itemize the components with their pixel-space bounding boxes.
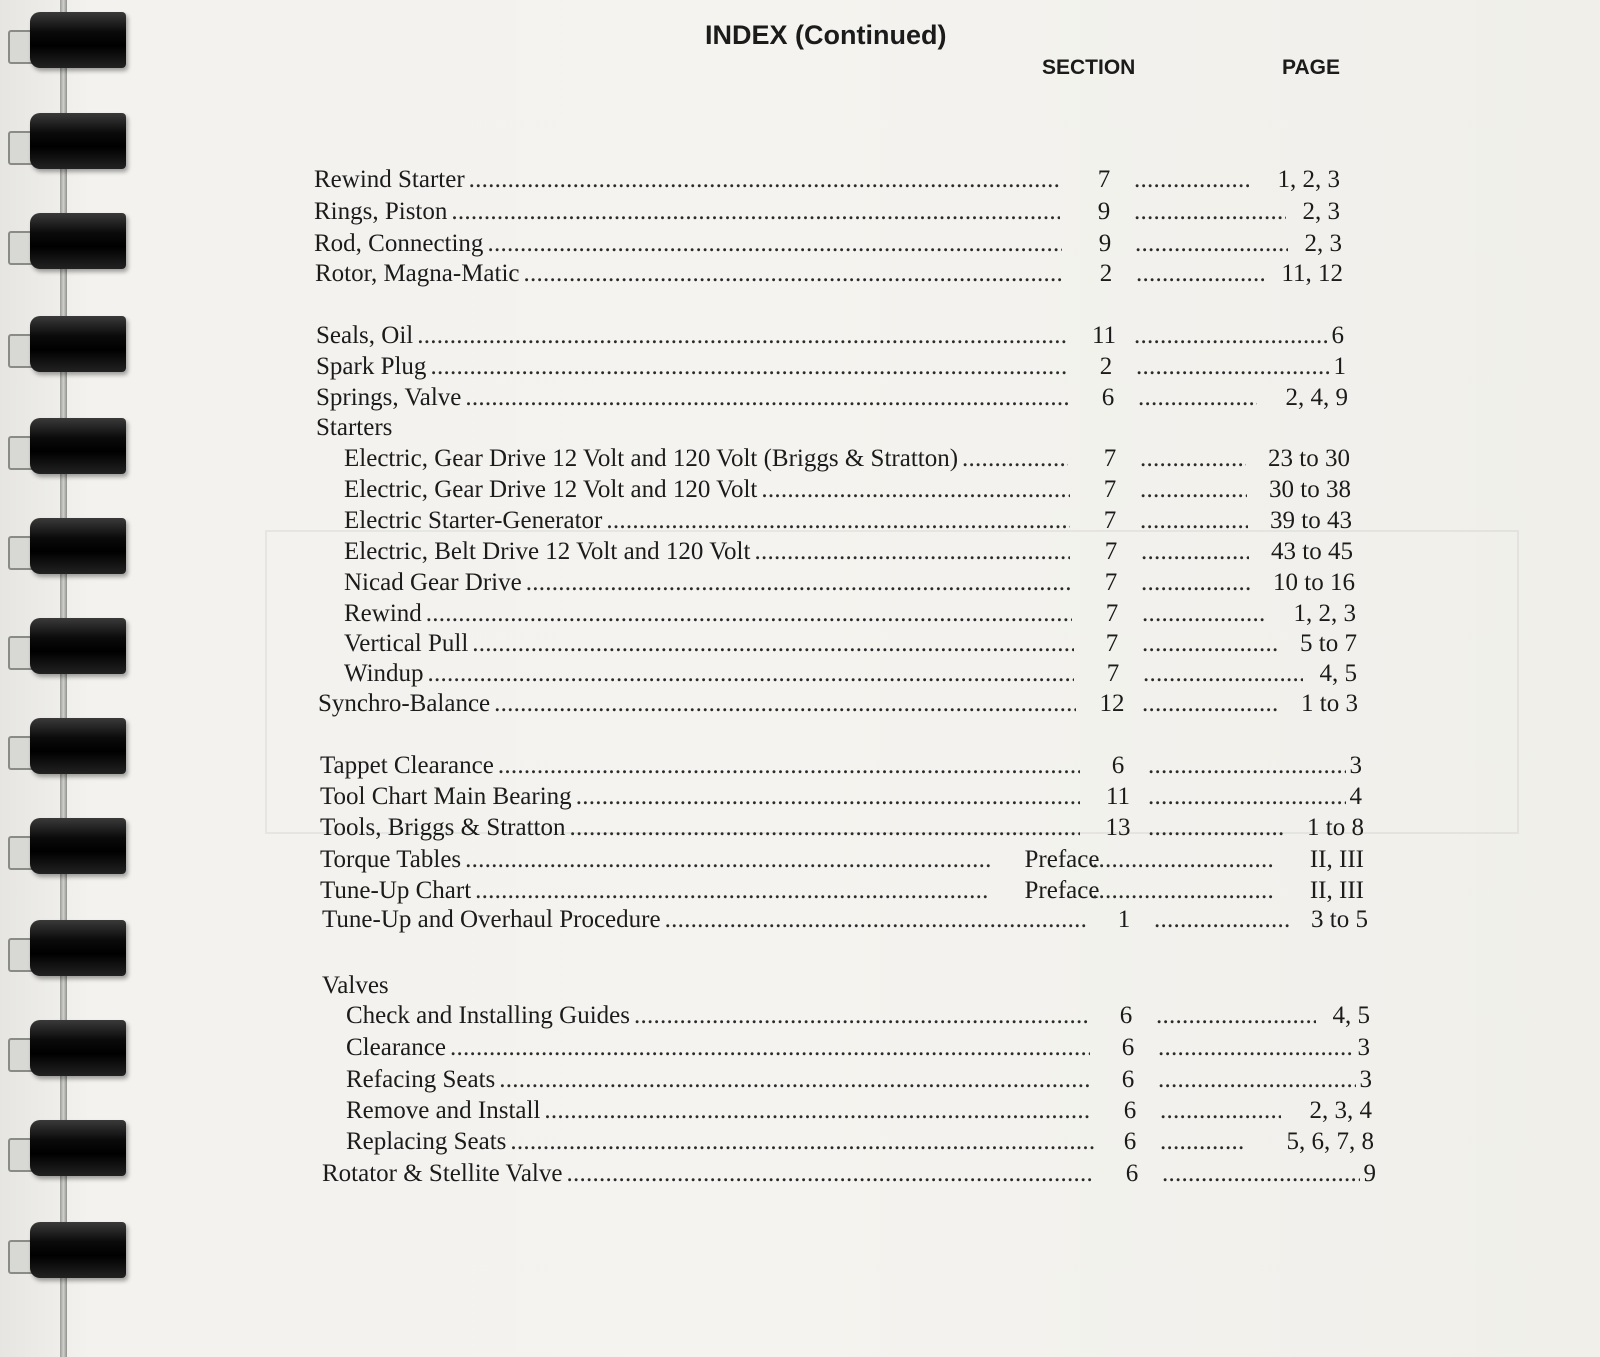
entry-page: II, III: [1309, 846, 1364, 873]
index-entry: [320, 814, 1364, 844]
index-entry: [344, 569, 1355, 599]
entry-name: Rings, Piston: [314, 198, 448, 225]
entry-page: 2, 4, 9: [1285, 384, 1348, 411]
entry-page: II, III: [1309, 877, 1364, 904]
entry-page: 4: [1349, 783, 1362, 810]
entry-section: 7: [1103, 445, 1117, 472]
entry-name: Remove and Install: [346, 1097, 541, 1124]
index-entry: [316, 322, 1344, 352]
entry-name: Windup: [344, 660, 424, 687]
index-entry: [320, 877, 1364, 907]
entry-page: 3 to 5: [1311, 906, 1368, 933]
index-entry: [344, 538, 1353, 568]
entry-name: Tune-Up and Overhaul Procedure: [322, 906, 661, 933]
index-entry: [314, 166, 1340, 196]
entry-page: 3: [1359, 1066, 1372, 1093]
entry-section: 7: [1104, 569, 1118, 596]
entry-name: Electric, Gear Drive 12 Volt and 120 Volt (Briggs & Stratton): [344, 445, 959, 472]
dot-leader: [526, 569, 1072, 597]
index-entry: [322, 1160, 1376, 1190]
entry-page: 6: [1331, 322, 1344, 349]
entry-section: Preface: [1024, 846, 1100, 873]
page-title: INDEX (Continued): [705, 20, 947, 50]
dot-leader: [475, 877, 990, 905]
entry-page: 1, 2, 3: [1277, 166, 1340, 193]
entry-page: 23 to 30: [1268, 445, 1350, 472]
entry-section: 1: [1117, 906, 1131, 933]
dot-leader: [498, 752, 1080, 780]
index-entry: [344, 660, 1357, 690]
index-entry: [318, 690, 1358, 720]
entry-section: 6: [1121, 1034, 1135, 1061]
dot-leader: [472, 630, 1074, 658]
dot-leader: [569, 814, 1080, 842]
index-entry: [346, 1002, 1370, 1032]
entry-section: 6: [1101, 384, 1115, 411]
dot-leader: [451, 198, 1060, 226]
entry-page: 30 to 38: [1269, 476, 1351, 503]
entry-page: 3: [1349, 752, 1362, 779]
dot-leader: [761, 476, 1070, 504]
entry-name: Spark Plug: [316, 353, 427, 380]
entry-name: Seals, Oil: [316, 322, 414, 349]
entry-name: Nicad Gear Drive: [344, 569, 522, 596]
index-entry: [344, 630, 1357, 660]
entry-name: Rotator & Stellite Valve: [322, 1160, 563, 1187]
index-entry: [346, 1034, 1370, 1064]
dot-leader: [754, 538, 1070, 566]
entry-page: 5 to 7: [1300, 630, 1357, 657]
index-entry: [315, 260, 1343, 290]
entry-section: 2: [1099, 353, 1113, 380]
dot-leader: [428, 660, 1074, 688]
entry-name: Replacing Seats: [346, 1128, 507, 1155]
dot-leader: [417, 322, 1066, 350]
dot-leader: [465, 846, 990, 874]
entry-page: 9: [1363, 1160, 1376, 1187]
dot-leader: [430, 353, 1066, 381]
entry-page: 2, 3: [1304, 230, 1342, 257]
dot-leader: [465, 384, 1068, 412]
entry-page: 2, 3: [1302, 198, 1340, 225]
entry-section: 7: [1103, 476, 1117, 503]
entry-section: 9: [1097, 198, 1111, 225]
index-entry: [346, 1066, 1372, 1096]
index-entry: [316, 384, 1348, 414]
entry-section: Preface: [1024, 877, 1100, 904]
index-entry: [346, 1128, 1374, 1158]
dot-leader: [606, 507, 1070, 535]
entry-name: Tune-Up Chart: [320, 877, 472, 904]
entry-name: Tools, Briggs & Stratton: [320, 814, 566, 841]
entry-section: 7: [1106, 660, 1120, 687]
dot-leader: [544, 1097, 1092, 1125]
entry-page: 3: [1357, 1034, 1370, 1061]
index-entry: [320, 783, 1362, 813]
dot-leader: [634, 1002, 1088, 1030]
index-entry: [322, 906, 1368, 936]
entry-page: 1 to 8: [1307, 814, 1364, 841]
index-entry: [320, 752, 1362, 782]
entry-name: Vertical Pull: [344, 630, 469, 657]
entry-name: Rod, Connecting: [314, 230, 484, 257]
index-entry: [316, 353, 1346, 383]
entry-page: 39 to 43: [1270, 507, 1352, 534]
section-column-header: SECTION: [1042, 56, 1136, 79]
index-group-heading: Valves: [322, 972, 389, 999]
entry-section: 7: [1105, 630, 1119, 657]
dot-leader: [962, 445, 1068, 473]
entry-page: 2, 3, 4: [1309, 1097, 1372, 1124]
entry-page: 1, 2, 3: [1293, 600, 1356, 627]
dot-leader: [510, 1128, 1094, 1156]
entry-section: 12: [1099, 690, 1125, 717]
entry-name: Springs, Valve: [316, 384, 462, 411]
index-entry: [320, 846, 1364, 876]
entry-page: 43 to 45: [1271, 538, 1353, 565]
entry-name: Rotor, Magna-Matic: [315, 260, 520, 287]
entry-section: 9: [1098, 230, 1112, 257]
entry-page: 10 to 16: [1273, 569, 1355, 596]
index-entry: [344, 445, 1350, 475]
entry-name: Check and Installing Guides: [346, 1002, 630, 1029]
entry-section: 7: [1097, 166, 1111, 193]
entry-name: Torque Tables: [320, 846, 462, 873]
entry-section: 6: [1119, 1002, 1133, 1029]
entry-section: 6: [1111, 752, 1125, 779]
dot-leader: [576, 783, 1080, 811]
index-entry: [314, 230, 1342, 260]
entry-name: Tool Chart Main Bearing: [320, 783, 572, 810]
entry-page: 4, 5: [1319, 660, 1357, 687]
entry-page: 11, 12: [1281, 260, 1343, 287]
entry-page: 5, 6, 7, 8: [1286, 1128, 1374, 1155]
entry-name: Electric, Belt Drive 12 Volt and 120 Volt: [344, 538, 751, 565]
entry-name: Electric Starter-Generator: [344, 507, 603, 534]
entry-section: 6: [1125, 1160, 1139, 1187]
dot-leader: [426, 600, 1072, 628]
entry-section: 7: [1103, 507, 1117, 534]
entry-name: Rewind Starter: [314, 166, 465, 193]
dot-leader: [450, 1034, 1090, 1062]
index-entry: [344, 476, 1351, 506]
entry-name: Tappet Clearance: [320, 752, 494, 779]
index-group-heading: Starters: [316, 414, 393, 441]
entry-section: 13: [1105, 814, 1131, 841]
dot-leader: [524, 260, 1064, 288]
entry-page: 4, 5: [1332, 1002, 1370, 1029]
dot-leader: [469, 166, 1060, 194]
entry-page: 1: [1333, 353, 1346, 380]
entry-section: 7: [1104, 538, 1118, 565]
entry-page: 1 to 3: [1301, 690, 1358, 717]
index-entry: [344, 600, 1356, 630]
entry-name: Clearance: [346, 1034, 446, 1061]
entry-name: Rewind: [344, 600, 422, 627]
dot-leader: [487, 230, 1062, 258]
entry-section: 11: [1105, 783, 1131, 810]
entry-name: Synchro-Balance: [318, 690, 491, 717]
dot-leader: [494, 690, 1076, 718]
index-entry: [314, 198, 1340, 228]
index-entry: [344, 507, 1352, 537]
entry-section: 6: [1123, 1128, 1137, 1155]
entry-section: 6: [1121, 1066, 1135, 1093]
dot-leader: [665, 906, 1086, 934]
entry-section: 2: [1099, 260, 1113, 287]
dot-leader: [499, 1066, 1090, 1094]
entry-name: Refacing Seats: [346, 1066, 496, 1093]
entry-name: Electric, Gear Drive 12 Volt and 120 Volt: [344, 476, 758, 503]
entry-section: 6: [1123, 1097, 1137, 1124]
dot-leader: [566, 1160, 1094, 1188]
entry-section: 11: [1091, 322, 1117, 349]
entry-section: 7: [1105, 600, 1119, 627]
index-entry: [346, 1097, 1372, 1127]
page-column-header: PAGE: [1282, 56, 1340, 79]
